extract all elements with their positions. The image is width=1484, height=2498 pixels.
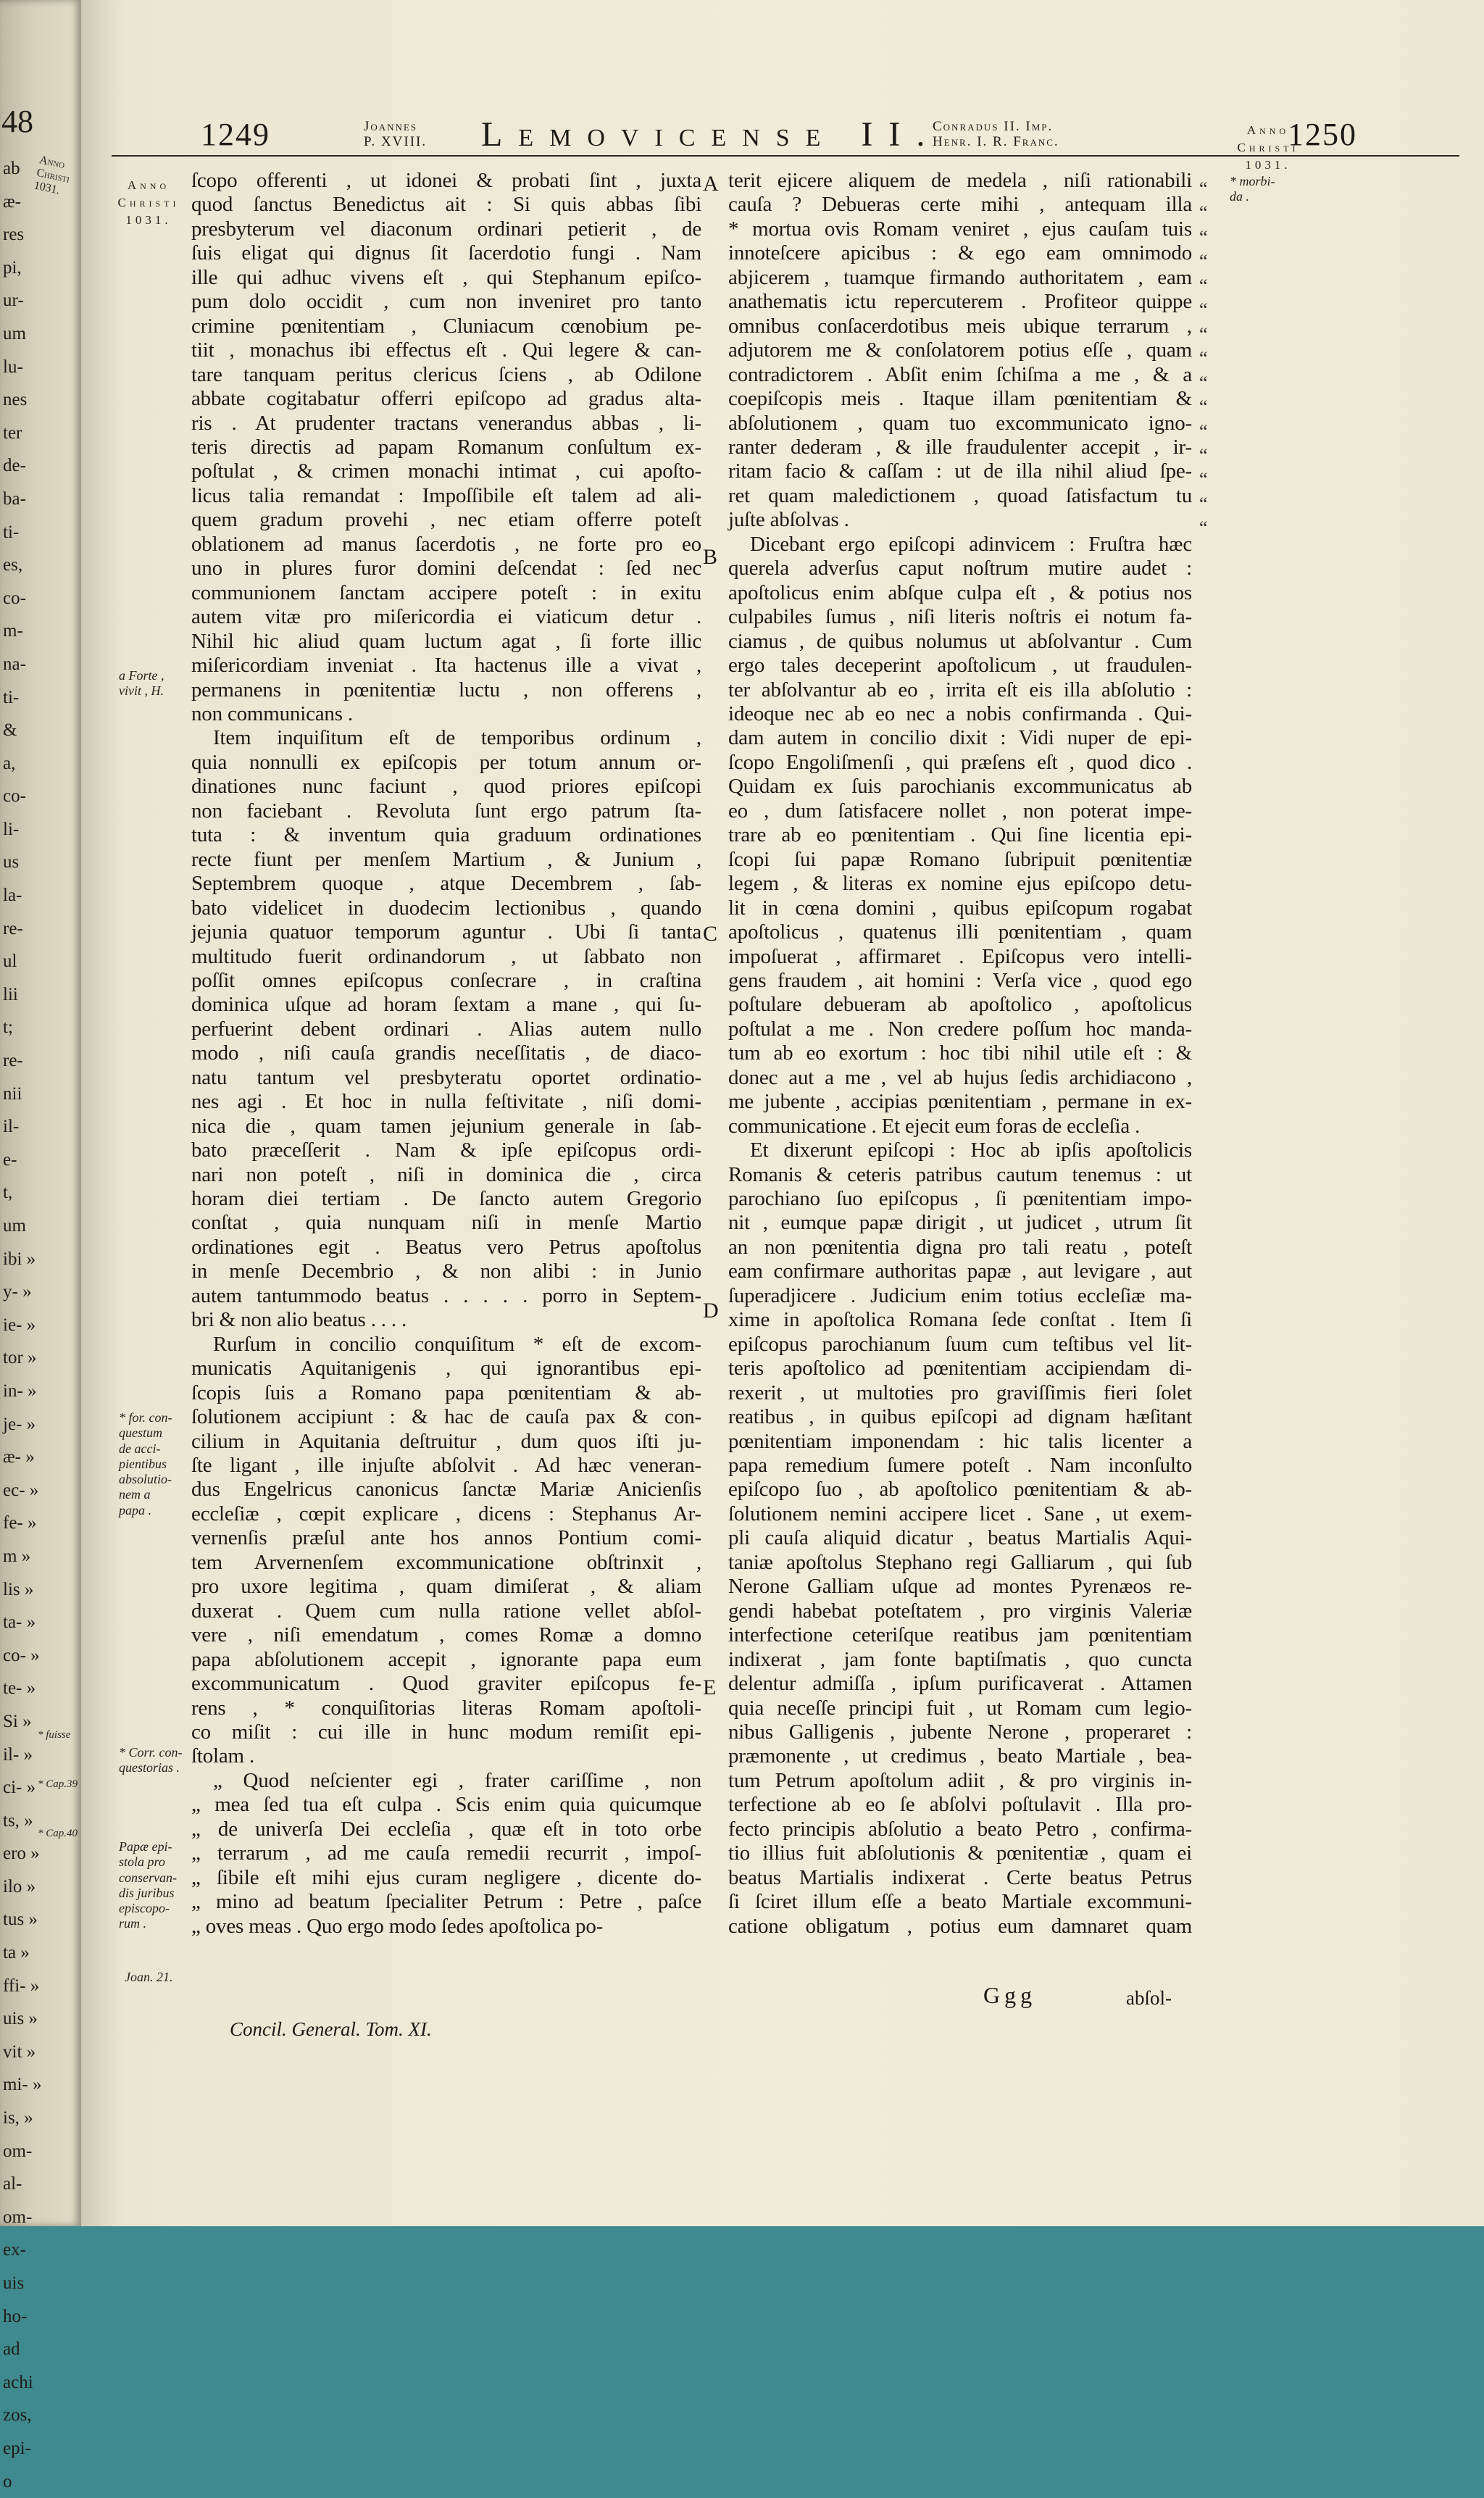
pope-name: Joannes — [364, 119, 418, 134]
text-line: apoſtolicus , quatenus illi pœnitentiam , quam — [728, 920, 1192, 944]
text-line: gens fraudem , ait homini : Verſa vice , quod ego — [728, 968, 1192, 992]
section-letter-c: C — [703, 922, 718, 946]
text-line: ſcopo Engoliſmenſi , qui præſens eſt , quod dico . — [728, 750, 1192, 774]
page-title: Lemovicense II. — [481, 115, 941, 154]
section-letter-b: B — [703, 545, 718, 569]
previous-page-fragment: um — [3, 323, 26, 344]
previous-page-fragment: es, — [3, 555, 23, 575]
previous-page-fragment: m » — [3, 1546, 31, 1566]
previous-page-fragment: ts, » — [3, 1810, 33, 1831]
text-line: ſolutionem nemini accipere licet . Sane , ut exem- — [728, 1502, 1192, 1525]
text-line: Item inquiſitum eſt de temporibus ordinum , — [213, 726, 701, 750]
text-line: non communicans . — [191, 701, 353, 725]
previous-page-fragment: um — [3, 1216, 26, 1236]
text-line: anathematis ictu repercuterem . Profiteor quippe — [728, 290, 1192, 314]
text-line: pum dolo occidit , cum non inveniret pro tanto — [191, 290, 701, 314]
text-line: pro uxore legitima , quam dimiſerat , & aliam — [191, 1575, 701, 1599]
previous-page-notes — [38, 1710, 78, 1858]
text-line: teris apoſtolico ad pœnitentiam accipiendam di- — [728, 1357, 1192, 1381]
previous-page-fragment: e- — [3, 1149, 17, 1170]
previous-page-fragment: æ- » — [3, 1447, 35, 1467]
quote-mark: “ — [1199, 299, 1208, 321]
text-line: tum Petrum apoſtolum adiit , & pro virginis in- — [728, 1768, 1192, 1792]
text-line: papa abſolutionem accepit , ignorante papa eum — [191, 1647, 701, 1671]
footer-volume: Concil. General. Tom. XI. — [230, 2018, 432, 2040]
text-line: quem gradum provehi , nec etiam offerre poteſt — [191, 508, 701, 532]
text-line: rens , * conquiſitorias literas Romam apoſtoli- — [191, 1696, 701, 1720]
text-line: donec aut a me , vel ab hujus ſedis archidiacono , — [728, 1065, 1192, 1089]
previous-page-fragment: uis — [3, 2273, 25, 2293]
text-line: innoteſcere apicibus : & ego eam omnimodo — [728, 241, 1192, 265]
text-line: jejunia quatuor temporum aguntur . Ubi ſi tanta — [191, 920, 701, 944]
text-line: gendi habebat poteſtatem , pro virginis Valeriæ — [728, 1599, 1192, 1623]
text-line: tio illius fuit abſolutionis & pœnitentiæ , quam ei — [728, 1841, 1192, 1865]
text-line: an non pœnitentia digna pro tali reatu , poteſt — [728, 1235, 1192, 1259]
text-line: epiſcopus parochianum ſuum cum teſtibus vel lit- — [728, 1332, 1192, 1356]
text-line: terfectione ab eo ſe abſolvi poſtulavit . Illa pro- — [728, 1793, 1192, 1817]
previous-page-fragment: ba- — [3, 488, 26, 509]
pope-number: P. XVIII. — [364, 134, 428, 149]
text-line: omnibus conſacerdotibus meis ubique terrarum , — [728, 314, 1192, 338]
previous-page-fragment: ul — [3, 952, 17, 972]
text-line: papa remedium ſumere poteſt . Nam inconſulto — [728, 1454, 1192, 1478]
text-line: „ mea ſed tua eſt culpa . Scis enim quia quicumque — [191, 1793, 701, 1817]
previous-page-note: * Cap.39 — [38, 1778, 78, 1790]
text-line: permanens in pœnitentiæ luctu , non offerens , — [191, 678, 701, 701]
previous-page-fragment: om- — [3, 2207, 33, 2227]
previous-page-note: * Cap.40 — [38, 1828, 78, 1839]
previous-page-fragment: ci- » — [3, 1778, 36, 1798]
text-line: dominica uſque ad horam ſextam a mane , qui ſu- — [191, 993, 701, 1017]
text-line: trare ab eo pœnitentiam . Qui ſine licentia epi- — [728, 823, 1192, 847]
running-head-pope — [364, 119, 427, 149]
text-line: nit , eumque papæ dirigit , ut judicet , utrum ſit — [728, 1211, 1192, 1235]
text-line: reatibus , in quibus epiſcopi ad dignam hæſitant — [728, 1405, 1192, 1429]
text-line: co miſit : cui ille in hunc modum remiſit epi- — [191, 1720, 701, 1744]
text-line: ciamus , de quibus nolumus ut abſolvantur . Cum — [728, 629, 1192, 653]
previous-page-fragment: te- » — [3, 1678, 36, 1699]
book-page — [81, 0, 1484, 2226]
previous-page-fragment: re- — [3, 1051, 23, 1071]
previous-page-fragment: fe- » — [3, 1513, 37, 1533]
text-line: Dicebant ergo epiſcopi adinvicem : Fruſtra hæc — [750, 532, 1192, 556]
previous-page-fragment: ad — [3, 2339, 20, 2360]
text-line: recte fiunt per menſem Martium , & Junium , — [191, 847, 701, 871]
previous-page-fragment: ter — [3, 422, 22, 443]
previous-page-fragment: nii — [3, 1083, 22, 1104]
previous-page-fragment: ta » — [3, 1943, 30, 1963]
text-line: licus talia remandat : Impoſſibile eſt talem ad ali- — [191, 483, 701, 507]
text-line: presbyterum vel diaconum ordinari petierit , de — [191, 217, 701, 241]
quote-mark: “ — [1199, 348, 1208, 370]
previous-page-fragment: il- — [3, 1117, 20, 1137]
text-line: communicatione . Et ejecit eum foras de eccleſia . — [728, 1114, 1141, 1138]
text-line: ſolutionem accipiunt : & hac de cauſa pax & con- — [191, 1405, 701, 1429]
previous-page-fragment: ti- — [3, 687, 20, 707]
previous-page-fragment: uis » — [3, 2009, 38, 2029]
text-line: vere , niſi emendatum , comes Romæ a domno — [191, 1623, 701, 1647]
previous-page-fragment: li- — [3, 819, 20, 839]
text-line: poſſit omnes epiſcopus conſecrare , in craſtina — [191, 968, 701, 992]
previous-page-fragment: co- — [3, 588, 26, 608]
text-line: nibus Galligenis , jubente Nerone , properaret : — [728, 1720, 1192, 1744]
previous-page-fragment: ti- — [3, 522, 20, 542]
previous-page-note: * fuisse — [38, 1729, 71, 1741]
previous-page-fragment: res — [3, 225, 25, 245]
text-line: abjicerem , tuamque firmando authoritatem , eam — [728, 265, 1192, 289]
previous-page-fragment: la- — [3, 886, 22, 906]
previous-page-fragment: achi — [3, 2372, 33, 2392]
previous-page-fragment: je- » — [3, 1414, 36, 1434]
text-line: municatis Aquitanigenis , qui ignorantibus epi- — [191, 1357, 701, 1381]
text-line: cauſa ? Debueras certe mihi , antequam illa — [728, 193, 1192, 217]
previous-page-side-label: Anno Christi 1031. — [33, 154, 71, 197]
previous-page-number: 48 — [1, 104, 33, 139]
text-line: ſi ſciret illum eſſe a beato Martiale excommuni- — [728, 1890, 1192, 1914]
text-line: epiſcopo ſuo , ab apoſtolico pœnitentiam & ab- — [728, 1478, 1192, 1502]
previous-page-fragment: o — [3, 2471, 12, 2491]
quote-mark: “ — [1199, 420, 1208, 442]
text-line: in menſe Decembrio , & non alibi : in Junio — [191, 1260, 701, 1283]
text-line: non faciebant . Revoluta ſunt ergo patrum ſta- — [191, 799, 701, 823]
text-line: interfectione ceteriſque reatibus jam pœnitentiam — [728, 1623, 1192, 1647]
previous-page-fragment: om- — [3, 2141, 33, 2161]
margin-note-correctio: * Corr. con- questorias . — [119, 1745, 183, 1775]
previous-page-fragment: æ- — [3, 191, 21, 212]
previous-page-fragment: lu- — [3, 357, 23, 377]
text-line: pli cauſa aliquid dicatur , beatus Martialis Aqui- — [728, 1526, 1192, 1550]
text-line: catione obligatum , potius eum damnaret quam — [728, 1914, 1192, 1938]
previous-page-fragment: mi- » — [3, 2075, 42, 2095]
page-number-right: 1250 — [1288, 117, 1357, 152]
text-line: Rurſum in concilio conquiſitum * eſt de excom- — [213, 1332, 701, 1356]
previous-page-fragment: co- » — [3, 1645, 40, 1665]
text-line: delentur admiſſa , ipſum purificaverat . Attamen — [728, 1672, 1192, 1696]
quote-mark: “ — [1199, 372, 1208, 394]
text-line: nica die , quam tamen jejunium generale in ſab- — [191, 1114, 701, 1138]
text-line: Quidam ex ſuis parochianis excommunicatus ab — [728, 775, 1192, 799]
previous-page-fragment: tor » — [3, 1348, 37, 1368]
text-line: bri & non alio beatus . . . . — [191, 1308, 407, 1332]
text-line: me jubente , accipias pœnitentiam , permane in ex- — [728, 1090, 1192, 1114]
quote-mark: “ — [1199, 202, 1208, 224]
text-line: duxerat . Quem cum nulla ratione vellet abſol- — [191, 1599, 701, 1623]
text-line: Nerone Galliam uſque ad montes Pyrenæos re- — [728, 1575, 1192, 1599]
text-line: „ ſibile eſt mihi ejus curam negligere , dicente do- — [191, 1865, 701, 1889]
text-line: autem tantummodo beatus . . . . . porro in Septem- — [191, 1283, 701, 1307]
previous-page-fragment: pi, — [3, 257, 22, 278]
text-line: lit in cœna domini , quibus epiſcopum rogabat — [728, 896, 1192, 920]
quote-mark: “ — [1199, 275, 1208, 296]
text-line: poſtulare debueram ab apoſtolico , apoſtolicus — [728, 993, 1192, 1017]
text-line: uno in plures furor domini deſcendat : ſed nec — [191, 557, 701, 580]
text-line: adjutorem me & conſolatorem potius eſſe , quam — [728, 338, 1192, 362]
text-line: Romanis & ceteris patribus cautum tenemus : ut — [728, 1162, 1192, 1186]
text-line: perfuerint debent ordinari . Alias autem nullo — [191, 1017, 701, 1041]
previous-page-fragment: ab — [3, 159, 20, 178]
previous-page-fragment: vit » — [3, 2041, 36, 2062]
text-line: poſtulat , & crimen monachi intimat , cui apoſto- — [191, 459, 701, 483]
text-column-left — [191, 169, 701, 1939]
text-line: indixerat , jam fonte baptiſmatis , quo cuncta — [728, 1647, 1192, 1671]
text-line: ordinationes egit . Beatus vero Petrus apoſtolus — [191, 1235, 701, 1259]
text-line: dus Engelricus canonicus ſanctæ Mariæ Anicienſis — [191, 1478, 701, 1502]
previous-page-fragment: de- — [3, 456, 26, 476]
text-line: conſtat , quia nunquam niſi in menſe Martio — [191, 1211, 701, 1235]
previous-page-fragment: y- » — [3, 1282, 32, 1302]
text-line: dam autem in concilio dixit : Vidi nuper de epi- — [728, 726, 1192, 750]
previous-page-fragment: t; — [3, 1017, 13, 1038]
footer-signature: Ggg — [983, 1982, 1037, 2008]
previous-page-fragment: tus » — [3, 1910, 38, 1930]
previous-page-fragment: il- » — [3, 1744, 33, 1765]
text-line: præmonente , ut credimus , beato Martiale , bea- — [728, 1744, 1192, 1768]
section-letter-a: A — [703, 172, 719, 196]
text-line: taniæ apoſtolus Stephano regi Galliarum , qui ſub — [728, 1550, 1192, 1574]
emperor-line: Conradus II. Imp. — [933, 119, 1054, 134]
quote-mark: “ — [1199, 517, 1208, 539]
quote-mark: “ — [1199, 226, 1208, 248]
text-line: poſtulat a me . Non credere poſſum hoc manda- — [728, 1017, 1192, 1041]
previous-page-text-fragments — [3, 152, 41, 2498]
margin-note-forte: a Forte , vivit , H. — [119, 668, 164, 699]
running-head-rulers — [933, 119, 1059, 149]
text-line: „ oves meas . Quo ergo modo ſedes apoſtolica po- — [191, 1914, 604, 1938]
text-line: natu tantum vel presbyteratu oportet ordinatio- — [191, 1065, 701, 1089]
text-line: „ terrarum , ad me cauſa remedii recurrit , impoſ- — [191, 1841, 701, 1865]
text-line: „ mino ad beatum ſpecialiter Petrum : Petre , paſce — [191, 1890, 701, 1914]
text-line: miſericordiam inveniat . Ita hactenus ille a vivat , — [191, 654, 701, 678]
quote-mark: “ — [1199, 251, 1208, 272]
text-line: ſcopo offerenti , ut idonei & probati ſint , juxta — [191, 169, 701, 192]
text-line: abbate cogitabatur offerri epiſcopo ad gradus alta- — [191, 387, 701, 411]
margin-note-morbida: * morbi- da . — [1230, 174, 1275, 204]
quote-mark: “ — [1199, 444, 1208, 466]
text-line: ris . At prudenter tractans venerandus abbas , li- — [191, 411, 701, 435]
text-line: parochiano ſuo epiſcopus , ſi pœnitentiam impo- — [728, 1187, 1192, 1211]
text-line: eam confirmare authoritas papæ , aut levigare , aut — [728, 1260, 1192, 1283]
text-line: abſolutionem , quam tuo excommunicato igno- — [728, 411, 1192, 435]
text-line: quia nonnulli ex epiſcopis per totum annum or- — [191, 750, 701, 774]
text-line: * mortua ovis Romam veniret , ejus cauſam tuis — [728, 217, 1192, 241]
text-line: impoſuerat , affirmaret . Epiſcopus vero intelli- — [728, 944, 1192, 968]
text-line: terit ejicere aliquem de medela , niſi rationabili — [728, 169, 1192, 192]
previous-page-fragment: co- — [3, 786, 26, 807]
text-line: „ de univerſa Dei eccleſia , quæ eſt in toto orbe — [191, 1817, 701, 1841]
previous-page-fragment: ero » — [3, 1844, 40, 1864]
text-line: tum ab eo exortum : hoc tibi nihil utile eſt : & — [728, 1041, 1192, 1065]
text-line: xime in apoſtolica Romana ſede conſtat . Item ſi — [728, 1308, 1192, 1332]
previous-page-fragment: m- — [3, 621, 23, 641]
text-line: nes agi . Et hoc in nulla feſtivitate , niſi domi- — [191, 1090, 701, 1114]
previous-page-fragment: us — [3, 852, 20, 873]
section-letter-e: E — [703, 1675, 717, 1699]
text-line: ſcopi ſui papæ Romano ſubripuit pœnitentiæ — [728, 847, 1192, 871]
previous-page-fragment: lii — [3, 984, 18, 1004]
previous-page-fragment: a, — [3, 753, 16, 773]
previous-page-fragment: ho- — [3, 2306, 28, 2326]
text-line: culpabiles ſumus , niſi literis noſtris ei notum fa- — [728, 605, 1192, 629]
left-margin-year: Anno Christi 1031. — [117, 178, 180, 227]
text-line: oblationem ad manus ſacerdotis , ne forte pro eo — [191, 532, 701, 556]
text-line: ſuis eligat qui dignus ſit ſacerdotio fungi . Nam — [191, 241, 701, 265]
text-line: communionem ſanctam accipere poteſt : in exitu — [191, 580, 701, 604]
previous-page-fragment: ibi » — [3, 1249, 36, 1269]
text-line: vernenſis præſul ante hos annos Pontium comi- — [191, 1526, 701, 1550]
text-line: ranter dederam , & ille fraudulenter accepit , ir- — [728, 435, 1192, 459]
king-line: Henr. I. R. Franc. — [933, 134, 1059, 149]
text-line: eccleſiæ , cœpit explicare , dicens : Stephanus Ar- — [191, 1502, 701, 1525]
text-line: „ Quod neſcienter egi , frater cariſſime , non — [213, 1768, 701, 1792]
text-line: quia neceſſe principi fuit , ut Romam cum legio- — [728, 1696, 1192, 1720]
text-line: dinationes nunc faciunt , quod priores epiſcopi — [191, 775, 701, 799]
text-line: ritam facio & caſſam : ut de illa nihil aliud ſpe- — [728, 459, 1192, 483]
previous-page-fragment: ex- — [3, 2240, 26, 2260]
text-line: bato videlicet in duodecim lectionibus , quando — [191, 896, 701, 920]
text-line: tem Arvernenſem excommunicatione obſtrinxit , — [191, 1550, 701, 1574]
previous-page-fragment: & — [3, 720, 17, 741]
previous-page-fragment: na- — [3, 654, 26, 674]
previous-page-fragment: al- — [3, 2174, 22, 2194]
text-line: coepiſcopis meis . Itaque illam pœnitentiam & — [728, 387, 1192, 411]
quotation-marks-right — [1199, 177, 1208, 541]
margin-note-papae-epistola: Papæ epi- stola pro conservan- dis juribus episcopo- rum . — [119, 1839, 177, 1931]
text-line: contradictorem . Abſit enim ſchiſma a me , & a — [728, 362, 1192, 386]
text-line: pœnitentiam imponendam : hic talis licenter a — [728, 1429, 1192, 1453]
text-line: beatus Martialis indixerat . Certe beatus Petrus — [728, 1865, 1192, 1889]
text-line: ſte ligant , ille injuſte abſolvit . Ad hæc veneran- — [191, 1454, 701, 1478]
text-line: quod ſanctus Benedictus ait : Si quis abbas ſibi — [191, 193, 701, 217]
text-line: ter abſolvantur ab eo , irrita eſt eis illa abſolutio : — [728, 678, 1192, 701]
previous-page-fragment: is, » — [3, 2108, 33, 2128]
text-line: querela adverſus caput noſtrum mutire audet : — [728, 557, 1192, 580]
margin-note-conquestum: * for. con- questum de acci- pientibus absolutio- nem a papa . — [119, 1410, 172, 1517]
previous-page-fragment: ffi- » — [3, 1975, 40, 1996]
text-line: ſuperadjicere . Judicium enim totius eccleſiæ ma- — [728, 1283, 1192, 1307]
previous-page-fragment: zos, — [3, 2405, 32, 2426]
previous-page-fragment: lis » — [3, 1579, 34, 1599]
text-line: multitudo fuerit ordinandorum , ut ſabbato non — [191, 944, 701, 968]
text-line: apoſtolicus enim abſque culpa eſt , & potius nos — [728, 580, 1192, 604]
previous-page-fragment: ec- » — [3, 1480, 39, 1500]
margin-note-joan: Joan. 21. — [125, 1970, 173, 1984]
text-line: horam diei tertiam . De ſancto autem Gregorio — [191, 1187, 701, 1211]
previous-page-fragment: ie- » — [3, 1315, 36, 1335]
text-line: fecto principis abſolutio a beato Petro , confirma- — [728, 1817, 1192, 1841]
right-margin-year: Anno Christi 1031. — [1237, 123, 1299, 172]
previous-page-fragment: ta- » — [3, 1612, 36, 1633]
previous-page-fragment: Si » — [3, 1711, 32, 1731]
quote-mark: “ — [1199, 469, 1208, 491]
quote-mark: “ — [1199, 396, 1208, 418]
previous-page-fragment: re- — [3, 918, 23, 938]
quote-mark: “ — [1199, 323, 1208, 345]
text-line: tuta : & inventum quia graduum ordinationes — [191, 823, 701, 847]
text-column-right — [728, 169, 1192, 1939]
text-line: legem , & literas ex nomine ejus epiſcopo detu- — [728, 872, 1192, 896]
previous-page-fragment: epi- — [3, 2438, 31, 2458]
footer-catchword: abſol- — [1126, 1987, 1172, 2009]
text-line: cilium in Aquitania deſtruitur , dum quos iſti ju- — [191, 1429, 701, 1453]
text-line: autem vitæ pro miſericordia ei viaticum detur . — [191, 605, 701, 629]
text-line: ſcopis ſuis a Romano papa pœnitentiam & ab- — [191, 1381, 701, 1404]
previous-page-fragment: ur- — [3, 291, 24, 311]
text-line: eo , dum ſatisfacere nollet , non poterat impe- — [728, 799, 1192, 823]
text-line: ideoque nec ab eo nec a nobis confirmanda . Qui- — [728, 701, 1192, 725]
text-line: ille qui adhuc vivens eſt , qui Stephanum epiſco- — [191, 265, 701, 289]
text-line: nari non poteſt , niſi in dominica die , circa — [191, 1162, 701, 1186]
text-line: modo , niſi cauſa grandis neceſſitatis , de diaco- — [191, 1041, 701, 1065]
previous-page-edge — [0, 0, 81, 2491]
text-line: Nihil hic aliud quam luctum agat , ſi forte illic — [191, 629, 701, 653]
text-line: juſte abſolvas . — [728, 508, 849, 532]
text-line: excommunicatum . Quod graviter epiſcopus fe- — [191, 1672, 701, 1696]
quote-mark: “ — [1199, 178, 1208, 199]
quote-mark: “ — [1199, 493, 1208, 515]
text-line: ſtolam . — [191, 1744, 255, 1768]
text-line: Et dixerunt epiſcopi : Hoc ab ipſis apoſtolicis — [750, 1138, 1192, 1162]
previous-page-fragment: ilo » — [3, 1876, 36, 1897]
text-line: ergo tales deceperint apoſtolicum , ut fraudulen- — [728, 654, 1192, 678]
text-line: teris directis ad papam Romanum conſultum ex- — [191, 435, 701, 459]
section-letter-d: D — [703, 1299, 719, 1323]
text-line: crimine pœnitentiam , Cluniacum cœnobium pe- — [191, 314, 701, 338]
previous-page-fragment: in- » — [3, 1381, 37, 1401]
text-line: Septembrem quoque , atque Decembrem , ſab- — [191, 872, 701, 896]
previous-page-fragment: nes — [3, 390, 28, 410]
text-line: tiit , monachus ibi effectus eſt . Qui legere & can- — [191, 338, 701, 362]
page-number-left: 1249 — [201, 117, 270, 152]
text-line: tare tanquam peritus clericus ſciens , ab Odilone — [191, 362, 701, 386]
text-line: bato præceſſerit . Nam & ipſe epiſcopus ordi- — [191, 1138, 701, 1162]
previous-page-fragment: t, — [3, 1183, 13, 1203]
text-line: ret quam maledictionem , quoad ſatisfactum tu — [728, 483, 1192, 507]
text-line: rexerit , ut multoties pro graviſſimis fieri ſolet — [728, 1381, 1192, 1404]
